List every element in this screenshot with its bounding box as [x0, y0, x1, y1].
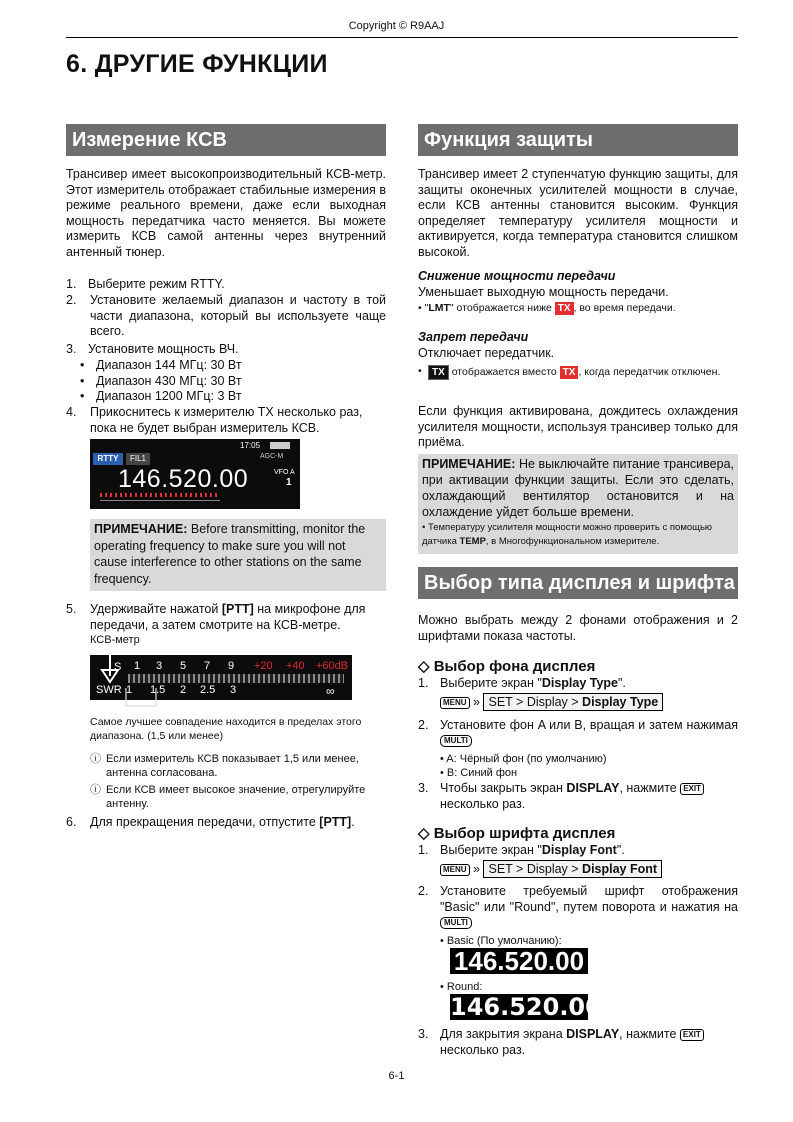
note-label: ПРИМЕЧАНИЕ:	[94, 522, 188, 536]
bg-heading: ◇ Выбор фона дисплея	[418, 658, 596, 675]
menu-path-display-type: SET > Display > Display Type	[483, 693, 663, 711]
swr-step-1	[66, 277, 386, 293]
power-reduction-bullet: • "LMT" отображается ниже TX , во время передачи.	[418, 302, 676, 314]
list-item: • Диапазон 144 МГц: 30 Вт	[80, 358, 242, 372]
step-text: Установите мощность ВЧ.	[88, 342, 239, 356]
frequency-readout: 146.520.00	[118, 465, 249, 493]
swr-tick-1: 1	[126, 684, 133, 696]
step-text: Установите желаемый диапазон и частоту в той части диапазона, который вы используете чаще всего.	[90, 293, 386, 338]
ptt-key: [PTT]	[319, 815, 352, 829]
round-font-sample: 146.520.00	[450, 993, 602, 1021]
step-number: 6.	[66, 815, 77, 829]
step-number: 1.	[66, 277, 77, 291]
screen-meter-bar	[100, 493, 220, 497]
clock-readout: 17:05	[240, 441, 261, 450]
bg-option-b: • B: Синий фон	[440, 767, 518, 779]
arrow: »	[473, 862, 480, 876]
bg-menu-path	[440, 693, 663, 711]
swr-step-5: 5. Удерживайте нажатой [PTT] на микрофоне для передачи, а затем смотрите на КСВ-метре.	[66, 602, 366, 632]
s-tick-1: 1	[134, 660, 141, 672]
s-tick-5: 5	[180, 660, 187, 672]
info-note-2: ⓘ Если КСВ имеет высокое значение, отрегулируйте антенну.	[90, 784, 366, 810]
bg-step-3: 3. Чтобы закрыть экран DISPLAY, нажмите EXIT несколько раз.	[418, 781, 738, 812]
font-step-2: 2. Установите требуемый шрифт отображения "Basic" или "Round", путем поворота и нажатия наMULTI	[418, 884, 738, 927]
tx-red-badge: TX	[555, 302, 574, 315]
note-text: Не выключайте питание трансивера, при активации функции защиты. Если это сделать, охлаждающий вентилятор остановится и на охлаждение уйдет больше времени.	[422, 457, 734, 519]
bg-step-1: 1. Выберите экран "Display Type".	[418, 676, 626, 690]
tx-red-badge: TX	[560, 366, 579, 379]
tx-black-badge: TX	[428, 365, 449, 380]
info-note-1: ⓘ Если измеритель КСВ показывает 1,5 или менее, антенна согласована.	[90, 753, 359, 779]
power-bullet-list	[80, 358, 380, 405]
section-title-display: Выбор типа дисплея и шрифта	[418, 567, 738, 599]
s-tick-9: 9	[228, 660, 235, 672]
info-icon: ⓘ	[90, 753, 101, 765]
s-tick-plus60: +60dB	[316, 660, 349, 672]
step-text: Выберите режим RTTY.	[88, 277, 225, 291]
radio-screen	[90, 439, 300, 509]
display-intro: Можно выбрать между 2 фонами отображения и 2 шрифтами показа частоты.	[418, 613, 738, 643]
swr-step-4	[66, 405, 386, 436]
exit-key[interactable]: EXIT	[680, 1029, 704, 1041]
font-menu-path	[440, 860, 662, 878]
arrow: »	[473, 695, 480, 709]
menu-path-display-font: SET > Display > Display Font	[483, 860, 662, 878]
step-number: 4.	[66, 405, 77, 419]
ptt-key: [PTT]	[221, 602, 254, 616]
section-title-swr: Измерение КСВ	[66, 124, 386, 156]
exit-key[interactable]: EXIT	[680, 783, 704, 795]
note-bullet: • Температуру усилителя мощности можно проверить с помощью датчика TEMP, в Многофункциональном измерителе.	[422, 522, 713, 547]
info-icon: ⓘ	[90, 784, 101, 796]
status-indicator	[270, 442, 290, 449]
s-tick-7: 7	[204, 660, 211, 672]
basic-font-sample: 146.520.00	[450, 948, 588, 974]
multi-key[interactable]: MULTI	[440, 917, 472, 929]
menu-key[interactable]: MENU	[440, 864, 470, 876]
font-step-1: 1. Выберите экран "Display Font".	[418, 843, 625, 857]
list-item: • Диапазон 1200 МГц: 3 Вт	[80, 389, 242, 403]
page-number: 6-1	[388, 1070, 405, 1082]
multi-key[interactable]: MULTI	[440, 735, 472, 747]
round-font-label: • Round:	[440, 981, 483, 993]
protection-intro: Трансивер имеет 2 ступенчатую функцию защиты, для защиты оконечных усилителей мощности в случае, если КСВ антенны становится высоким. Функция определяет температуру усилителя мощности и активируется, когда температура становится слишком высокой.	[418, 167, 738, 259]
section-title-protection: Функция защиты	[418, 124, 738, 156]
step-text: Прикоснитесь к измерителю TX несколько раз, пока не будет выбран измеритель КСВ.	[90, 405, 363, 435]
screen-meter-scale	[100, 500, 220, 501]
swr-tick-3: 3	[230, 684, 237, 696]
s-tick-3: 3	[156, 660, 163, 672]
copyright-header: Copyright © R9AAJ	[348, 20, 445, 32]
agc-readout: AGC-M	[260, 453, 284, 460]
note-text: Before transmitting, monitor the operating frequency to make sure you will not cause interference to other stations on the same frequency.	[94, 522, 366, 586]
swr-note	[90, 519, 386, 591]
swr-tick-2: 2	[180, 684, 187, 696]
power-reduction-heading: Снижение мощности передачи	[418, 269, 616, 283]
list-item: • Диапазон 430 МГц: 30 Вт	[80, 373, 242, 388]
note-label: ПРИМЕЧАНИЕ:	[422, 457, 516, 471]
basic-font-label: • Basic (По умолчанию):	[440, 935, 562, 947]
swr-label: SWR	[96, 684, 122, 696]
vfo-number: 1	[286, 477, 292, 488]
s-tick-plus20: +20	[254, 660, 273, 672]
swr-tick-1-5: 1.5	[150, 684, 166, 696]
vfo-readout: VFO A	[274, 469, 295, 476]
swr-step-6: 6. Для прекращения передачи, отпустите [PTT].	[66, 815, 355, 829]
bg-option-a: • A: Чёрный фон (по умолчанию)	[440, 753, 607, 765]
meter-pointer-arrow	[96, 648, 176, 714]
protection-para-2: Если функция активирована, дождитесь охлаждения усилителя мощности, используя трансивер только для приёма.	[418, 404, 738, 449]
font-heading: ◇ Выбор шрифта дисплея	[418, 825, 616, 842]
page-title: 6. ДРУГИЕ ФУНКЦИИ	[66, 50, 328, 78]
s-tick-plus40: +40	[286, 660, 305, 672]
filter-badge: FIL1	[126, 453, 150, 465]
tx-inhibit-text: Отключает передатчик.	[418, 346, 555, 360]
swr-tick-infinity: ∞	[326, 684, 335, 698]
swr-step-3	[66, 342, 386, 358]
font-step-3: 3. Для закрытия экрана DISPLAY, нажмите EXIT несколько раз.	[418, 1027, 738, 1058]
s-label: S	[114, 661, 122, 673]
power-reduction-text: Уменьшает выходную мощность передачи.	[418, 285, 669, 299]
step-number: 5.	[66, 602, 77, 616]
step-number: 2.	[66, 293, 77, 307]
meter-caption: Самое лучшее совпадение находится в пределах этого диапазона. (1,5 или менее)	[90, 716, 362, 742]
tx-inhibit-heading: Запрет передачи	[418, 330, 529, 344]
menu-key[interactable]: MENU	[440, 697, 470, 709]
header-rule	[66, 37, 738, 38]
protection-note	[418, 454, 738, 554]
bg-step-2: 2. Установите фон A или B, вращая и затем нажимаяMULTI	[418, 718, 738, 746]
swr-tick-2-5: 2.5	[200, 684, 216, 696]
swr-step-2	[66, 293, 386, 340]
swr-intro: Трансивер имеет высокопроизводительный КСВ-метр. Этот измеритель отображает стабильные измерения в режиме реального времени, даже если выходная мощность передатчика часто меняется. Вы можете измерить КСВ самой антенны через внутренний антенный тюнер.	[66, 167, 386, 259]
meter-label: КСВ-метр	[90, 634, 140, 646]
step-number: 3.	[66, 342, 77, 356]
tx-inhibit-bullet: • TX отображается вместо TX , когда передатчик отключен.	[418, 365, 721, 378]
mode-badge: RTTY	[93, 453, 123, 465]
